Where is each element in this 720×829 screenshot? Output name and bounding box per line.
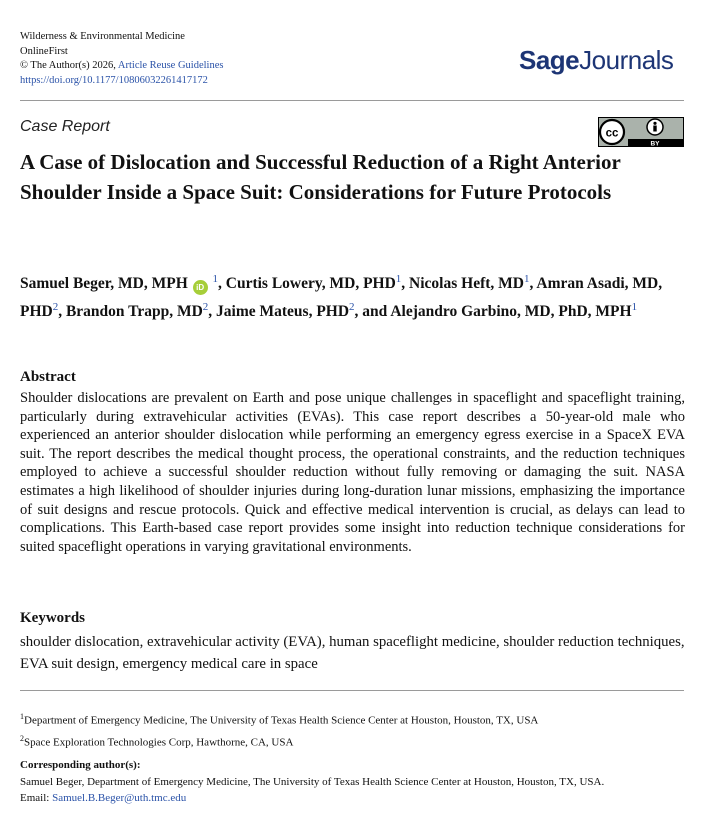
author-name: Jaime Mateus, PHD (216, 302, 350, 320)
affiliation-number: 1 (20, 712, 24, 721)
author-name: Alejandro Garbino, MD, PhD, MPH (390, 302, 632, 320)
article-type: Case Report (20, 118, 110, 135)
keywords-text: shoulder dislocation, extravehicular activity (EVA), human spaceflight medicine, shoulder reduction techniques, EVA suit design, emergency medical care in space (20, 634, 685, 672)
author-list (20, 268, 685, 323)
author-name: Brandon Trapp, MD (65, 302, 203, 320)
author-affiliation-ref[interactable]: 2 (202, 300, 209, 313)
corresponding-label: Corresponding author(s): (20, 759, 141, 771)
author-separator: , (208, 302, 217, 320)
brand-journals: Journals (579, 45, 674, 75)
author-affiliation-ref[interactable]: 2 (349, 300, 355, 313)
email-link[interactable]: Samuel.B.Beger@uth.tmc.edu (52, 792, 187, 804)
header-divider (20, 100, 684, 101)
author-affiliation-ref[interactable]: 1 (523, 273, 530, 285)
author-separator: , and (354, 302, 391, 320)
cc-by-license-icon (598, 117, 684, 147)
author-separator: , (58, 302, 66, 320)
copyright-text: © The Author(s) 2026, (20, 60, 118, 72)
reuse-guidelines-link[interactable]: Article Reuse Guidelines (117, 60, 224, 72)
journal-meta (20, 30, 223, 88)
author-separator: , (218, 275, 226, 293)
publication-status: OnlineFirst (20, 45, 68, 57)
abstract-heading: Abstract (20, 369, 76, 385)
cc-text: cc (605, 127, 619, 140)
author-name: Amran Asadi, MD, PHD (20, 275, 663, 320)
author-affiliation-ref[interactable]: 1 (631, 300, 638, 313)
article-title: A Case of Dislocation and Successful Reduction of a Right Anterior Shoulder Inside a Space Suit: Considerations for Future Protocols (20, 150, 621, 204)
affiliation-item (20, 730, 538, 752)
by-text: BY (650, 140, 660, 147)
sage-journals-logo (519, 45, 673, 76)
author-affiliation-ref[interactable]: 1 (395, 273, 402, 285)
email-label: Email: (20, 792, 53, 804)
keywords-heading: Keywords (20, 610, 85, 626)
author-affiliation-ref[interactable]: 2 (52, 300, 59, 313)
brand-sage: Sage (519, 45, 580, 75)
copyright-line (20, 59, 223, 74)
corresponding-text: Samuel Beger, Department of Emergency Medicine, The University of Texas Health Science Center at Houston, Houston, TX, USA. (20, 775, 605, 788)
author-name: Nicolas Heft, MD (409, 275, 524, 293)
abstract-text: Shoulder dislocations are prevalent on Earth and pose unique challenges in spaceflight and spaceflight training, particularly during extravehicular activities (EVAs). This case report describes a 50-year-old male who experienced an anterior shoulder dislocation while performing an emergency egress exercise in a SpaceX EVA suit. The report describes the medical thought process, the operational constraints, and the reduction techniques employed to achieve a successful shoulder reduction without fully removing or damaging the suit. NASA estimates a high likelihood of shoulder injuries during long-duration lunar missions, emphasizing the importance of suit designs and rescue protocols. Quick and effective medical intervention is crucial, as delays can lead to complications. This Earth-based case report provides some insight into reduction technique considerations for suited spaceflight operations in varying gravitational environments. (20, 390, 685, 555)
orcid-icon[interactable]: iD (193, 280, 208, 295)
affiliations (20, 708, 538, 751)
author-separator: , (529, 275, 537, 293)
footer-divider (20, 690, 684, 691)
author-name: Samuel Beger, MD, MPH (20, 275, 188, 293)
journal-name: Wilderness & Environmental Medicine (20, 31, 185, 42)
author-separator: , (401, 275, 410, 293)
affiliation-item (20, 708, 538, 730)
doi-link[interactable]: https://doi.org/10.1177/10806032261417172 (20, 74, 208, 86)
affiliation-text: Space Exploration Technologies Corp, Hawthorne, CA, USA (24, 736, 294, 749)
affiliation-number: 2 (20, 733, 24, 743)
author-affiliation-ref[interactable]: 1 (212, 273, 218, 285)
author-name: Curtis Lowery, MD, PHD (225, 275, 396, 293)
corresponding-author (20, 757, 684, 807)
affiliation-text: Department of Emergency Medicine, The University of Texas Health Science Center at Houston, Houston, TX, USA (24, 714, 539, 727)
